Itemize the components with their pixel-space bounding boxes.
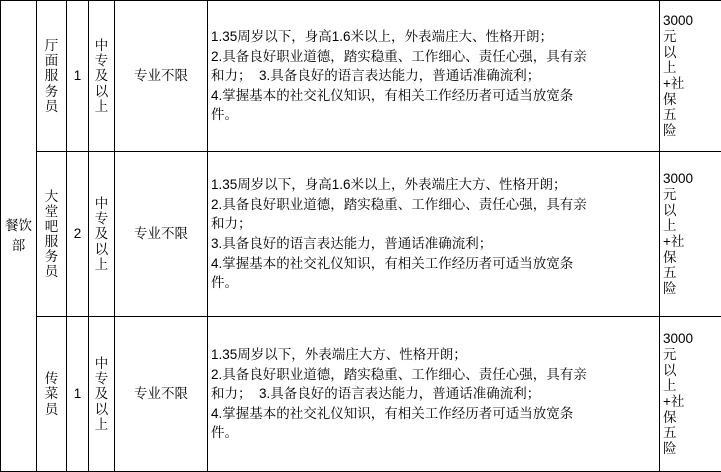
salary-char: 上	[663, 218, 718, 234]
position-char: 服	[40, 68, 63, 83]
major-cell: 专业不限	[115, 152, 208, 317]
requirements-cell	[208, 317, 660, 472]
major-cell: 专业不限	[115, 1, 208, 152]
requirement-line: 1.35周岁以下，外表端庄大方、性格开朗；	[211, 345, 656, 365]
requirement-line: 1.35周岁以下，身高1.6米以上，外表端庄大方、性格开朗；	[211, 175, 656, 195]
education-cell	[89, 1, 115, 152]
table-row	[1, 317, 721, 472]
requirement-line: 4.掌握基本的社交礼仪知识，有相关工作经历者可适当放宽条	[211, 86, 656, 106]
salary-char: 3000	[663, 13, 718, 29]
department-char: 餐	[5, 218, 19, 233]
position-cell	[37, 152, 67, 317]
education-char: 以	[92, 242, 111, 257]
salary-char: 险	[663, 281, 718, 297]
major-cell: 专业不限	[115, 317, 208, 472]
salary-cell	[660, 317, 721, 472]
education-char: 中	[92, 356, 111, 371]
salary-char: 上	[663, 60, 718, 76]
education-char: 上	[92, 99, 111, 114]
position-char: 传	[40, 371, 63, 386]
requirement-line: 3.具备良好的语言表达能力，普通话准确流利；	[211, 234, 656, 254]
requirement-line: 1.35周岁以下，身高1.6米以上，外表端庄大、性格开朗；	[211, 27, 656, 47]
salary-char: +社	[663, 394, 718, 410]
position-char: 服	[40, 234, 63, 249]
salary-char: 以	[663, 45, 718, 61]
education-char: 及	[92, 226, 111, 241]
requirement-line: 件。	[211, 423, 656, 443]
salary-char: 五	[663, 107, 718, 123]
salary-char: 3000	[663, 331, 718, 347]
education-cell	[89, 317, 115, 472]
education-char: 以	[92, 84, 111, 99]
position-char: 堂	[40, 204, 63, 219]
education-char: 及	[92, 386, 111, 401]
table-row	[1, 152, 721, 317]
salary-cell	[660, 1, 721, 152]
requirement-line: 和力； 3.具备良好的语言表达能力，普通话准确流利；	[211, 66, 656, 86]
position-char: 菜	[40, 386, 63, 401]
department-char: 饮	[19, 218, 33, 233]
requirement-line: 4.掌握基本的社交礼仪知识，有相关工作经历者可适当放宽条	[211, 254, 656, 274]
salary-char: 保	[663, 410, 718, 426]
requirements-cell	[208, 1, 660, 152]
position-char: 员	[40, 402, 63, 417]
count-cell: 1	[67, 317, 89, 472]
requirement-line: 2.具备良好职业道德，踏实稳重、工作细心、责任心强，具有亲	[211, 195, 656, 215]
table-row	[1, 1, 721, 152]
requirement-line: 和力； 3.具备良好的语言表达能力，普通话准确流利；	[211, 384, 656, 404]
salary-char: 保	[663, 92, 718, 108]
position-char: 务	[40, 249, 63, 264]
salary-char: 五	[663, 425, 718, 441]
education-char: 上	[92, 417, 111, 432]
department-cell	[1, 1, 37, 472]
education-char: 中	[92, 196, 111, 211]
education-char: 专	[92, 211, 111, 226]
count-cell: 2	[67, 152, 89, 317]
department-label	[5, 218, 32, 253]
requirement-line: 4.掌握基本的社交礼仪知识，有相关工作经历者可适当放宽条	[211, 404, 656, 424]
position-char: 务	[40, 84, 63, 99]
salary-char: 以	[663, 203, 718, 219]
salary-char: 上	[663, 378, 718, 394]
salary-char: +社	[663, 234, 718, 250]
education-char: 以	[92, 402, 111, 417]
education-cell	[89, 152, 115, 317]
count-cell: 1	[67, 1, 89, 152]
education-char: 及	[92, 68, 111, 83]
requirement-line: 2.具备良好职业道德，踏实稳重、工作细心、责任心强，具有亲	[211, 47, 656, 67]
position-char: 员	[40, 264, 63, 279]
education-char: 中	[92, 38, 111, 53]
requirement-line: 件。	[211, 273, 656, 293]
position-char: 面	[40, 53, 63, 68]
position-char: 厅	[40, 38, 63, 53]
salary-char: 以	[663, 363, 718, 379]
position-char: 吧	[40, 219, 63, 234]
requirement-line: 件。	[211, 105, 656, 125]
position-char: 大	[40, 189, 63, 204]
department-char: 部	[12, 238, 26, 253]
requirements-cell	[208, 152, 660, 317]
salary-char: 3000	[663, 171, 718, 187]
requirement-line: 2.具备良好职业道德，踏实稳重、工作细心、责任心强，具有亲	[211, 365, 656, 385]
salary-char: 元	[663, 347, 718, 363]
salary-cell	[660, 152, 721, 317]
salary-char: 元	[663, 29, 718, 45]
position-cell	[37, 1, 67, 152]
salary-char: +社	[663, 76, 718, 92]
requirement-line: 和力；	[211, 214, 656, 234]
salary-char: 元	[663, 187, 718, 203]
salary-char: 险	[663, 441, 718, 457]
education-char: 专	[92, 53, 111, 68]
salary-char: 五	[663, 265, 718, 281]
salary-char: 保	[663, 250, 718, 266]
salary-char: 险	[663, 123, 718, 139]
education-char: 上	[92, 257, 111, 272]
position-cell	[37, 317, 67, 472]
education-char: 专	[92, 371, 111, 386]
position-char: 员	[40, 99, 63, 114]
